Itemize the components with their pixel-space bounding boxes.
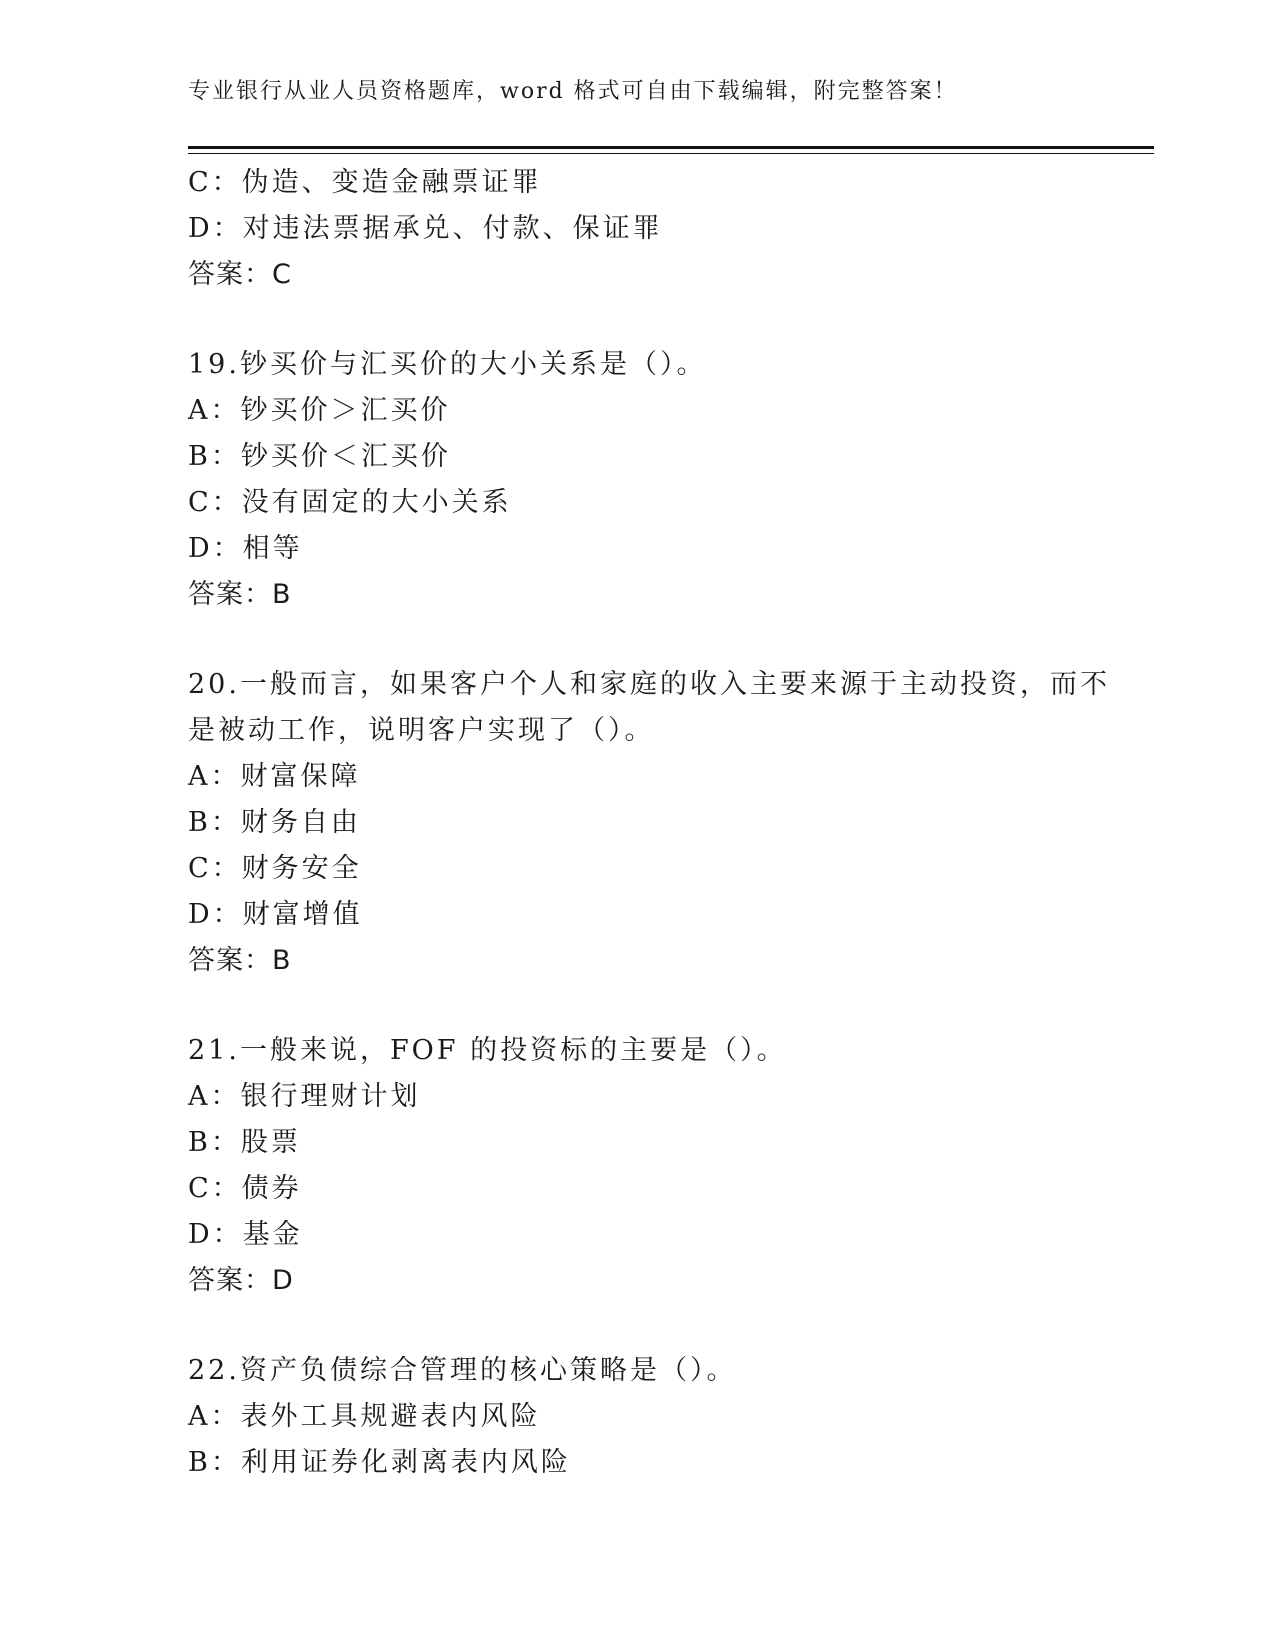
option-d: D：基金 bbox=[188, 1219, 303, 1250]
question-list bbox=[188, 160, 1108, 1486]
option-c: C：伪造、变造金融票证罪 bbox=[188, 167, 542, 198]
header-rule-thick bbox=[188, 146, 1154, 149]
question-20 bbox=[188, 662, 1108, 984]
option-c: C：没有固定的大小关系 bbox=[188, 487, 512, 518]
option-d: D：财富增值 bbox=[188, 899, 363, 930]
option-d: D：对违法票据承兑、付款、保证罪 bbox=[188, 213, 663, 244]
option-c: C：债券 bbox=[188, 1173, 302, 1204]
question-stem-line-1: 20.一般而言，如果客户个人和家庭的收入主要来源于主动投资，而不 bbox=[188, 669, 1110, 700]
question-18-continued bbox=[188, 160, 1108, 298]
header-rule-thin bbox=[188, 153, 1154, 154]
option-a: A：表外工具规避表内风险 bbox=[188, 1401, 541, 1432]
question-stem: 19.钞买价与汇买价的大小关系是（）。 bbox=[188, 349, 707, 380]
option-c: C：财务安全 bbox=[188, 853, 362, 884]
option-a: A：钞买价＞汇买价 bbox=[188, 395, 451, 426]
question-stem-line-2: 是被动工作，说明客户实现了（）。 bbox=[188, 715, 655, 746]
answer: 答案：B bbox=[188, 945, 292, 976]
answer: 答案：D bbox=[188, 1265, 294, 1296]
option-a: A：银行理财计划 bbox=[188, 1081, 421, 1112]
question-19 bbox=[188, 342, 1108, 618]
question-22 bbox=[188, 1348, 1108, 1486]
option-b: B：钞买价＜汇买价 bbox=[188, 441, 451, 472]
question-stem: 22.资产负债综合管理的核心策略是（）。 bbox=[188, 1355, 737, 1386]
option-d: D：相等 bbox=[188, 533, 303, 564]
option-b: B：利用证券化剥离表内风险 bbox=[188, 1447, 571, 1478]
question-21 bbox=[188, 1028, 1108, 1304]
answer: 答案：C bbox=[188, 259, 292, 290]
answer: 答案：B bbox=[188, 579, 292, 610]
option-b: B：股票 bbox=[188, 1127, 301, 1158]
page-header: 专业银行从业人员资格题库，word 格式可自由下载编辑，附完整答案！ bbox=[188, 79, 958, 104]
option-b: B：财务自由 bbox=[188, 807, 361, 838]
question-stem: 21.一般来说，FOF 的投资标的主要是（）。 bbox=[188, 1035, 787, 1066]
option-a: A：财富保障 bbox=[188, 761, 361, 792]
